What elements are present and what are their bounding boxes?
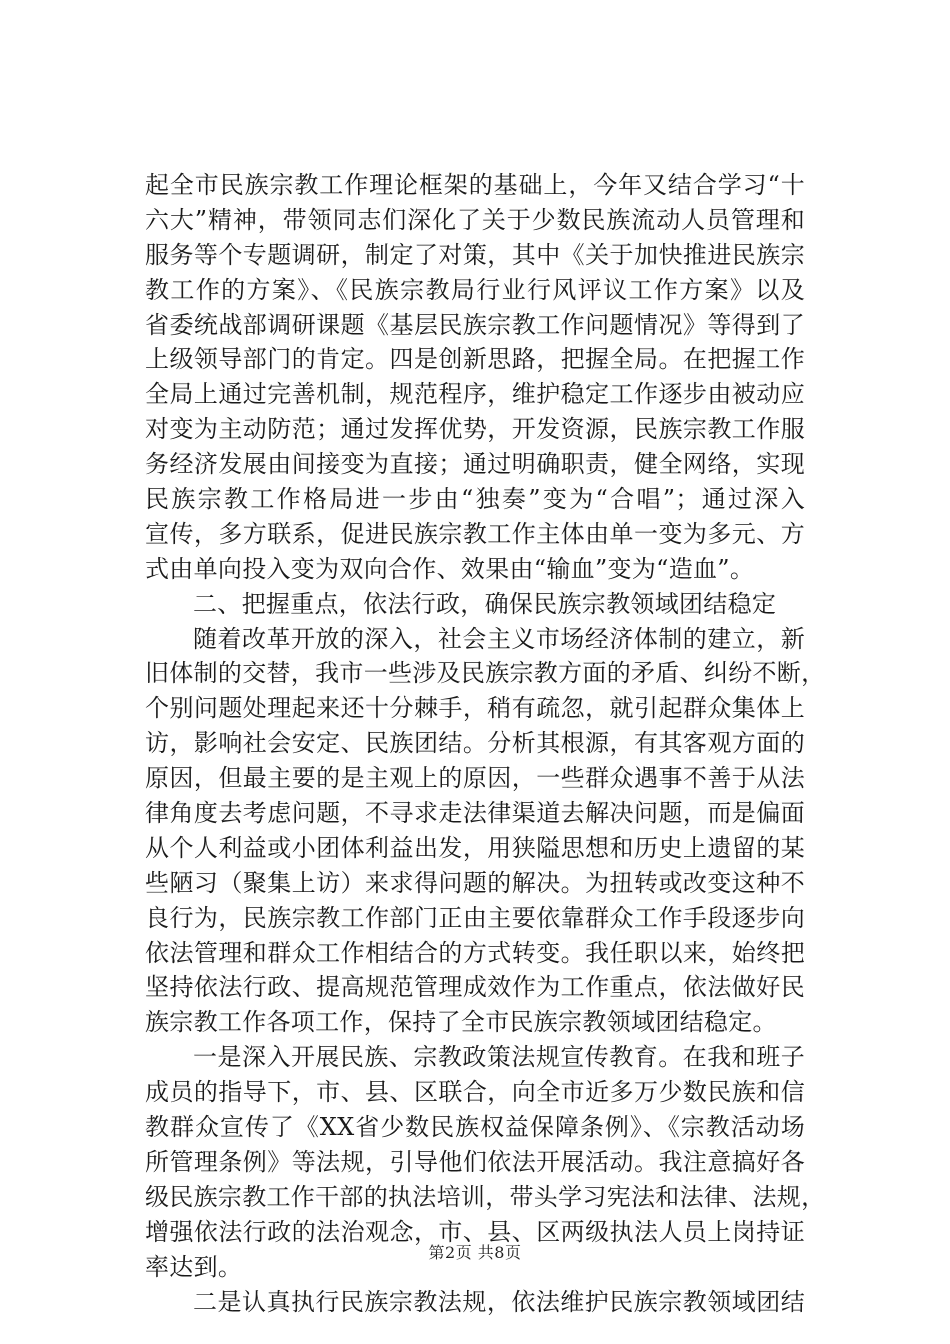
text-line: 依法管理和群众工作相结合的方式转变。我任职以来，始终把 [145,938,805,967]
text-line: 增强依法行政的法治观念，市、县、区两级执法人员上岗持证 [145,1217,805,1246]
text-line: 良行为，民族宗教工作部门正由主要依靠群众工作手段逐步向 [145,903,805,932]
paragraph-first-line: 二是认真执行民族宗教法规，依法维护民族宗教领域团结 [193,1287,805,1316]
section-heading: 二、把握重点，依法行政，确保民族宗教领域团结稳定 [193,589,777,618]
document-body [145,168,826,1319]
paragraph-last-line: 族宗教工作各项工作，保持了全市民族宗教领域团结稳定。 [145,1008,777,1037]
text-line: 民族宗教工作格局进一步由“独奏”变为“合唱”；通过深入 [145,485,805,514]
text-line: 宣传，多方联系，促进民族宗教工作主体由单一变为多元、方 [145,519,805,548]
text-line: 个别问题处理起来还十分棘手，稍有疏忽，就引起群众集体上 [145,694,805,723]
text-line: 级民族宗教工作干部的执法培训，带头学习宪法和法律、法规， [145,1182,826,1211]
text-line: 上级领导部门的肯定。四是创新思路，把握全局。在把握工作 [145,345,805,374]
paragraph-first-line: 随着改革开放的深入，社会主义市场经济体制的建立，新 [193,624,805,653]
text-line: 些陋习（聚集上访）来求得问题的解决。为扭转或改变这种不 [145,868,805,897]
paragraph-last-line: 率达到。 [145,1252,243,1281]
page-number-footer: 第2页 共8页 [428,1243,522,1262]
text-line: 坚持依法行政、提高规范管理成效作为工作重点，依法做好民 [145,973,805,1002]
text-line: 成员的指导下，市、县、区联合，向全市近多万少数民族和信 [145,1078,805,1107]
text-line: 访，影响社会安定、民族团结。分析其根源，有其客观方面的 [145,729,805,758]
text-line: 对变为主动防范；通过发挥优势，开发资源，民族宗教工作服 [145,415,805,444]
text-line: 省委统战部调研课题《基层民族宗教工作问题情况》等得到了 [145,310,805,339]
text-line: 服务等个专题调研，制定了对策，其中《关于加快推进民族宗 [145,240,805,269]
text-line: 律角度去考虑问题，不寻求走法律渠道去解决问题，而是偏面 [145,799,805,828]
text-line: 原因，但最主要的是主观上的原因，一些群众遇事不善于从法 [145,764,805,793]
text-line: 起全市民族宗教工作理论框架的基础上，今年又结合学习“十 [145,171,805,199]
text-line: 全局上通过完善机制，规范程序，维护稳定工作逐步由被动应 [145,380,805,409]
paragraph-first-line: 一是深入开展民族、宗教政策法规宣传教育。在我和班子 [193,1043,805,1072]
text-line: 教群众宣传了《XX省少数民族权益保障条例》、《宗教活动场 [145,1113,805,1142]
text-line: 旧体制的交替，我市一些涉及民族宗教方面的矛盾、纠纷不断， [145,659,826,688]
text-line: 所管理条例》等法规，引导他们依法开展活动。我注意搞好各 [145,1147,805,1176]
text-line: 教工作的方案》、《民族宗教局行业行风评议工作方案》以及 [145,275,805,304]
paragraph-last-line: 式由单向投入变为双向合作、效果由“输血”变为“造血”。 [145,554,755,583]
text-line: 六大”精神，带领同志们深化了关于少数民族流动人员管理和 [145,205,805,234]
text-line: 务经济发展由间接变为直接；通过明确职责，健全网络，实现 [145,450,805,479]
text-line: 从个人利益或小团体利益出发，用狭隘思想和历史上遗留的某 [145,833,805,862]
